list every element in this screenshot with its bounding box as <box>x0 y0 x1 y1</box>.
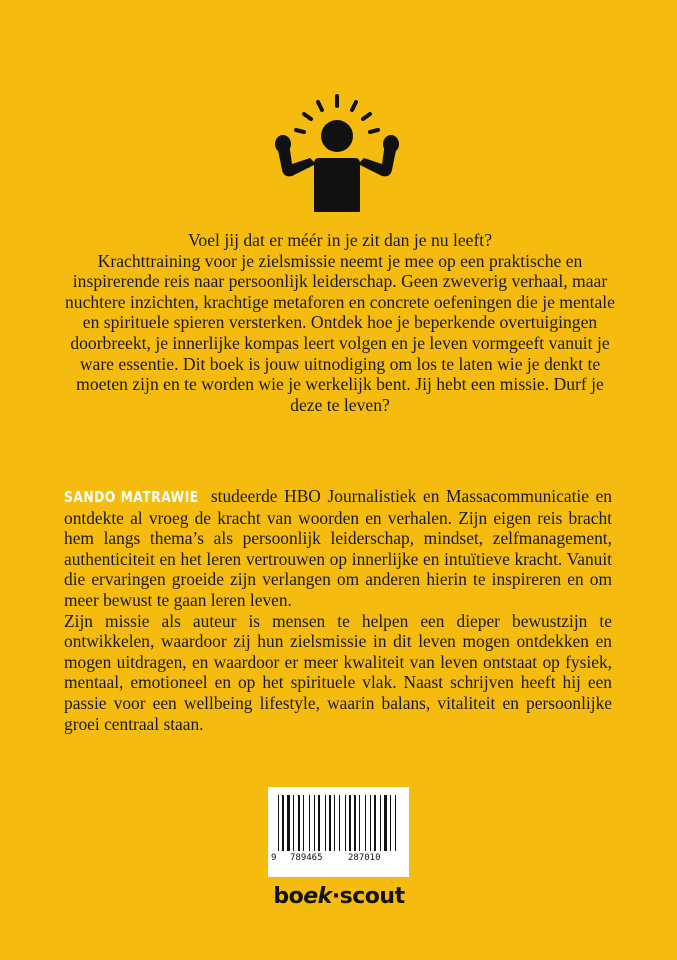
barcode-bar <box>287 795 290 851</box>
isbn-prefix: 9 <box>271 853 277 863</box>
barcode-bars <box>276 795 401 851</box>
barcode-bar <box>329 795 331 851</box>
author-bio-paragraph-1 <box>64 486 612 611</box>
isbn-group-2: 287010 <box>348 853 381 863</box>
barcode-bar <box>390 795 391 851</box>
isbn-group-1: 789465 <box>290 853 323 863</box>
strong-person-icon <box>270 92 400 216</box>
author-bio <box>64 486 612 734</box>
publisher-logo-part-2: ek <box>303 884 332 909</box>
barcode-bar <box>384 795 387 851</box>
barcode-bar <box>325 795 326 851</box>
barcode-bar <box>282 795 284 851</box>
publisher-logo-part-1: bo <box>273 884 304 909</box>
barcode-bar <box>293 795 294 851</box>
barcode-bar <box>359 795 360 851</box>
barcode-bar <box>303 795 304 851</box>
barcode-bar <box>349 795 351 851</box>
barcode-bar <box>309 795 310 851</box>
barcode-bar <box>339 795 340 851</box>
barcode-bar <box>334 795 335 851</box>
author-name: SANDO MATRAWIE <box>64 488 199 506</box>
barcode-bar <box>380 795 381 851</box>
barcode-bar <box>365 795 366 851</box>
barcode-bar <box>298 795 300 851</box>
back-cover-blurb <box>62 230 618 415</box>
barcode-bar <box>278 795 279 851</box>
barcode-bar <box>354 795 356 851</box>
barcode-bar <box>345 795 346 851</box>
barcode-bar <box>395 795 396 851</box>
author-bio-paragraph-2: Zijn missie als auteur is mensen te helpen een dieper bewustzijn te ontwikkelen, waardoor zij hun zielsmissie in dit leven mogen ontdekken en mogen uitdragen, en waardoor er meer kwaliteit van leven ontstaat op fysiek, mentaal, emotioneel en op het spirituele vlak. Naast schrijven heeft hij een passie voor een wellbeing lifestyle, waarin balans, vitaliteit en persoonlijke groei centraal staan. <box>64 610 612 734</box>
blurb-lead: Voel jij dat er méér in je zit dan je nu leeft? <box>187 230 493 250</box>
barcode-bar <box>314 795 315 851</box>
blurb-body: Krachttraining voor je zielsmissie neemt je mee op een praktische en inspirerende reis naar persoonlijk leiderschap. Geen zweverig verhaal, maar nuchtere inzichten, krachtige metaforen en concrete oefeningen die je mentale en spirituele spieren versterken. Ontdek hoe je beperkende overtuigingen doorbreekt, je innerlijke kompas leert volgen en je leven vormgeeft vanuit je ware essentie. Dit boek is jouw uitnodiging om los te laten wie je denkt te moeten zijn en te worden wie je werkelijk bent. Jij hebt een missie. Durf je deze te leven? <box>64 250 615 415</box>
author-bio-text-1: studeerde HBO Journalistiek en Massacommunicatie en ontdekte al vroeg de kracht van woorden en verhalen. Zijn eigen reis bracht hem langs thema’s als persoonlijk leiderschap, mindset, zelfmanagement, authenticiteit en het leren vertrouwen op innerlijke en intuïtieve kracht. Vanuit die ervaringen groeide zijn verlangen om anderen hierin te inspireren en om meer bewust te gaan leren leven. <box>64 486 612 610</box>
barcode-bar <box>370 795 371 851</box>
publisher-logo <box>268 884 410 909</box>
barcode-bar <box>374 795 376 851</box>
publisher-logo-part-3: scout <box>339 884 405 909</box>
barcode-bar <box>318 795 320 851</box>
publisher-logo-dot: · <box>331 884 340 909</box>
isbn-barcode <box>268 787 409 877</box>
